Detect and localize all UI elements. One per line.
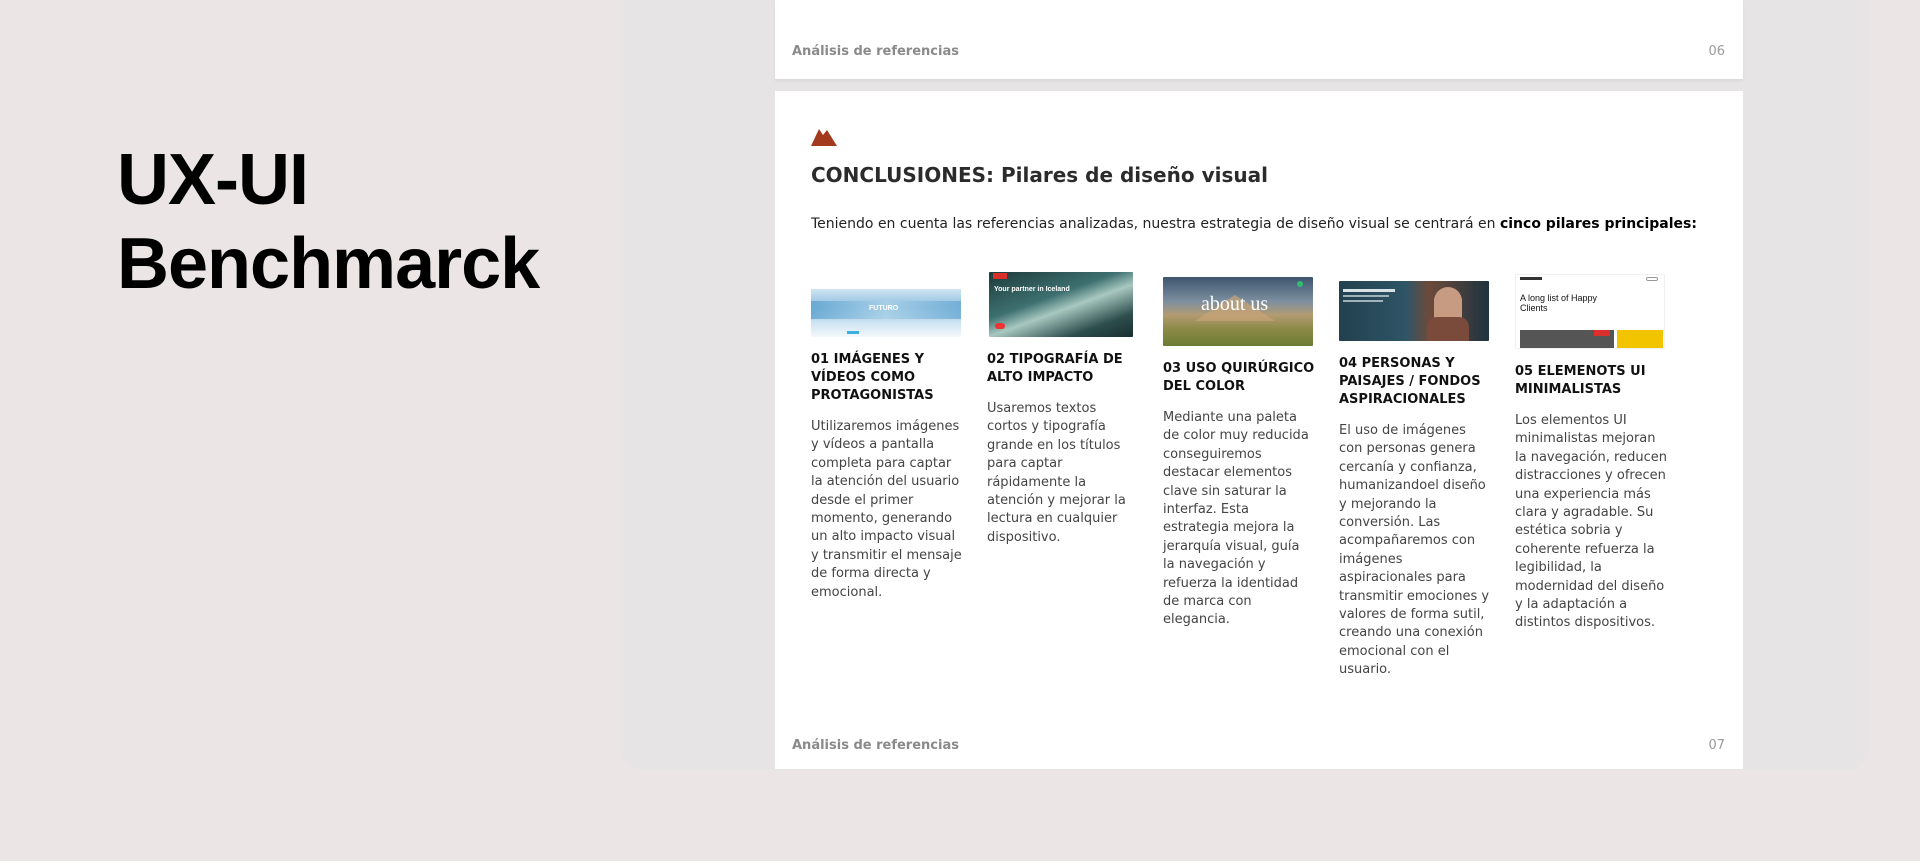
- thumb-caption: A long list of Happy Clients: [1520, 293, 1598, 313]
- slide-06[interactable]: [775, 0, 1743, 79]
- pillar-card-03: [1163, 277, 1315, 630]
- pillar-thumbnail: [1515, 274, 1665, 349]
- page-title-line-2: Benchmarck: [117, 224, 540, 304]
- thumb-caption: FUTURO: [869, 305, 899, 312]
- pillar-description: El uso de imágenes con personas genera cercanía y confianza, humanizandoel diseño y mejorando la conversión. Las acompañaremos con imágenes aspiracionales para transmitir emociones y valores de forma sutil, creando una conexión emocional con el usuario.: [1339, 423, 1490, 678]
- pillar-thumbnail: [1163, 277, 1313, 346]
- slide-intro: [811, 216, 1697, 232]
- slide-page-number: 07: [1708, 738, 1725, 753]
- page-title: [117, 138, 539, 306]
- pillar-thumbnail: [989, 272, 1133, 337]
- pillar-description: Los elementos UI minimalistas mejoran la navegación, reducen distracciones y ofrecen una experiencia más clara y agradable. Su estética sobria y coherente refuerza la legibilidad, la modernidad del diseño y la adaptación a distintos dispositivos.: [1515, 413, 1667, 631]
- mountain-logo-icon: [811, 126, 837, 146]
- slide-footer-label: Análisis de referencias: [792, 738, 959, 753]
- pillar-title: 03 USO QUIRÚRGICO DEL COLOR: [1163, 361, 1315, 394]
- pillar-description: Mediante una paleta de color muy reducida conseguiremos destacar elementos clave sin saturar la interfaz. Esta estrategia mejora la jerarquía visual, guía la navegación y refuerza la identidad de marca con elegancia.: [1163, 410, 1309, 628]
- pillar-title: 04 PERSONAS Y PAISAJES / FONDOS ASPIRACIONALES: [1339, 356, 1481, 407]
- intro-text: Teniendo en cuenta las referencias analizadas, nuestra estrategia de diseño visual se centrará en: [811, 216, 1500, 232]
- slide-07[interactable]: [775, 91, 1743, 769]
- intro-bold: cinco pilares principales:: [1499, 216, 1697, 232]
- slide-heading: CONCLUSIONES: Pilares de diseño visual: [811, 163, 1268, 187]
- slide-page-number: 06: [1708, 44, 1725, 59]
- page-title-line-1: UX-UI: [117, 140, 308, 220]
- pillar-title: 05 ELEMENOTS UI MINIMALISTAS: [1515, 364, 1646, 397]
- thumb-caption: about us: [1201, 293, 1269, 315]
- pillar-description: Utilizaremos imágenes y vídeos a pantalla completa para captar la atención del usuario desde el primer momento, generando un alto impacto visual y transmitir el mensaje de forma directa y emocional.: [811, 419, 962, 600]
- pillar-title: 02 TIPOGRAFÍA DE ALTO IMPACTO: [987, 352, 1123, 385]
- thumb-caption: Your partner in Iceland: [994, 286, 1070, 293]
- pillar-title: 01 IMÁGENES Y VÍDEOS COMO PROTAGONISTAS: [811, 352, 934, 403]
- pillar-card-04: [1339, 281, 1491, 680]
- pillar-card-05: [1515, 274, 1667, 633]
- pillar-thumbnail: [811, 281, 961, 337]
- pillar-thumbnail: [1339, 281, 1489, 341]
- pillar-card-02: [987, 272, 1139, 547]
- pillar-card-01: [811, 281, 963, 602]
- pillar-description: Usaremos textos cortos y tipografía grande en los títulos para captar rápidamente la atención y mejorar la lectura en cualquier dispositivo.: [987, 401, 1126, 545]
- slide-footer-label: Análisis de referencias: [792, 44, 959, 59]
